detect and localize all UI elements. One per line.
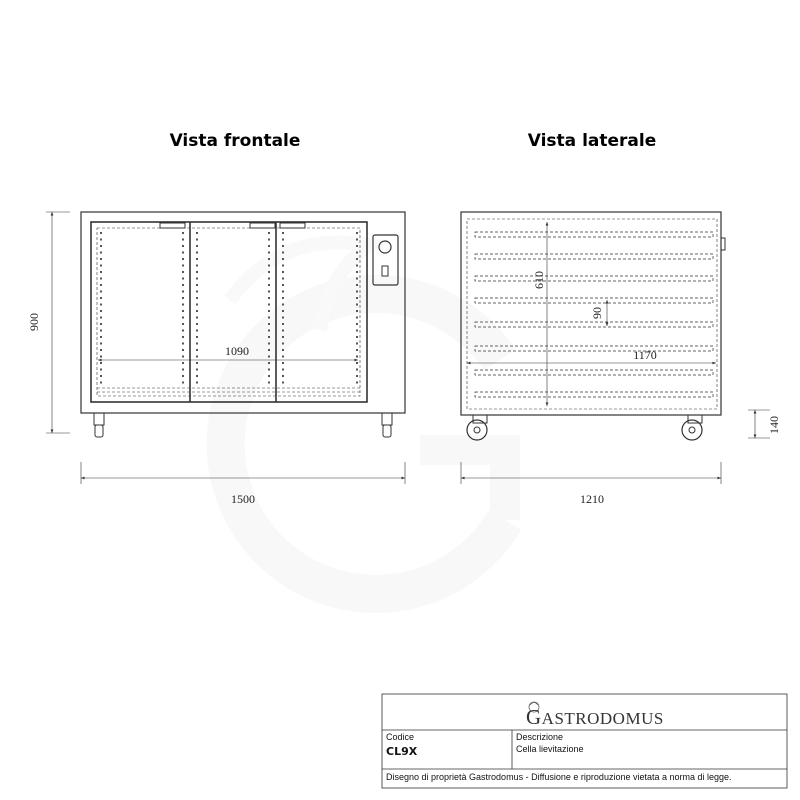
rail-dot bbox=[100, 304, 102, 306]
rail-dot bbox=[182, 310, 184, 312]
side-view-title: Vista laterale bbox=[527, 131, 657, 151]
rail-dot bbox=[100, 291, 102, 293]
rail-dot bbox=[356, 258, 358, 260]
rail-dot bbox=[268, 330, 270, 332]
rail-dot bbox=[356, 291, 358, 293]
rail-dot bbox=[100, 252, 102, 254]
rail-dot bbox=[356, 362, 358, 364]
rail-dot bbox=[268, 310, 270, 312]
shelf-spacing-label: 90 bbox=[590, 307, 604, 319]
rail-dot bbox=[182, 278, 184, 280]
rail-dot bbox=[196, 356, 198, 358]
rail-dot bbox=[282, 258, 284, 260]
rail-dot bbox=[282, 382, 284, 384]
rail-dot bbox=[282, 245, 284, 247]
rail-dot bbox=[268, 258, 270, 260]
rail-dot bbox=[196, 265, 198, 267]
shelf bbox=[475, 298, 713, 303]
rail-dot bbox=[196, 252, 198, 254]
rail-dot bbox=[282, 343, 284, 345]
rail-dot bbox=[282, 278, 284, 280]
rail-dot bbox=[282, 375, 284, 377]
rail-dot bbox=[182, 382, 184, 384]
rail-dot bbox=[196, 330, 198, 332]
rail-dot bbox=[356, 349, 358, 351]
rail-dot bbox=[356, 323, 358, 325]
rail-dot bbox=[196, 304, 198, 306]
rail-dot bbox=[268, 252, 270, 254]
front-width-label: 1500 bbox=[231, 492, 255, 506]
rail-dot bbox=[100, 317, 102, 319]
front-height-label: 900 bbox=[27, 313, 41, 331]
rail-dot bbox=[282, 310, 284, 312]
rail-dot bbox=[356, 304, 358, 306]
rail-dot bbox=[100, 323, 102, 325]
door-handle bbox=[250, 223, 275, 228]
rail-dot bbox=[182, 239, 184, 241]
footer-note: Disegno di proprietà Gastrodomus - Diffusione e riproduzione vietata a norma di legge. bbox=[386, 772, 732, 782]
rail-dot bbox=[282, 349, 284, 351]
rail-dot bbox=[196, 349, 198, 351]
rail-dot bbox=[196, 232, 198, 234]
rail-dot bbox=[282, 252, 284, 254]
door-handle bbox=[160, 223, 185, 228]
rail-dot bbox=[282, 304, 284, 306]
rail-dot bbox=[268, 362, 270, 364]
rail-dot bbox=[182, 362, 184, 364]
brand-name: GASTRODOMUS bbox=[526, 705, 664, 729]
rail-dot bbox=[196, 271, 198, 273]
rail-dot bbox=[100, 265, 102, 267]
rail-dot bbox=[356, 245, 358, 247]
rail-dot bbox=[282, 239, 284, 241]
rail-dot bbox=[100, 278, 102, 280]
rail-dot bbox=[100, 232, 102, 234]
rail-dot bbox=[268, 291, 270, 293]
rail-dot bbox=[282, 232, 284, 234]
rail-dot bbox=[196, 258, 198, 260]
rail-dot bbox=[182, 258, 184, 260]
rail-dot bbox=[268, 336, 270, 338]
rail-dot bbox=[100, 245, 102, 247]
rail-dot bbox=[182, 304, 184, 306]
rail-dot bbox=[356, 336, 358, 338]
front-view-title: Vista frontale bbox=[169, 131, 301, 151]
rail-dot bbox=[282, 297, 284, 299]
side-view bbox=[461, 212, 725, 440]
rail-dot bbox=[100, 362, 102, 364]
rail-dot bbox=[100, 349, 102, 351]
rail-dot bbox=[196, 310, 198, 312]
rail-dot bbox=[268, 245, 270, 247]
rail-dot bbox=[182, 330, 184, 332]
rail-dot bbox=[356, 343, 358, 345]
rail-dot bbox=[356, 375, 358, 377]
rail-dot bbox=[268, 304, 270, 306]
shelf bbox=[475, 322, 713, 327]
rail-dot bbox=[182, 232, 184, 234]
rail-dot bbox=[282, 291, 284, 293]
side-inner-width-label: 1170 bbox=[633, 348, 657, 362]
rail-dot bbox=[182, 349, 184, 351]
rail-dot bbox=[100, 356, 102, 358]
rail-dot bbox=[282, 265, 284, 267]
description-label: Descrizione bbox=[516, 732, 564, 742]
rail-dot bbox=[356, 284, 358, 286]
rail-dot bbox=[356, 239, 358, 241]
watermark-logo bbox=[226, 242, 505, 594]
rail-dot bbox=[182, 297, 184, 299]
rail-dot bbox=[196, 291, 198, 293]
rail-dot bbox=[356, 232, 358, 234]
rail-dot bbox=[196, 323, 198, 325]
rail-dot bbox=[182, 369, 184, 371]
rail-dot bbox=[282, 356, 284, 358]
side-width-label: 1210 bbox=[580, 492, 604, 506]
rail-dot bbox=[100, 375, 102, 377]
rail-dot bbox=[282, 323, 284, 325]
rail-dot bbox=[196, 343, 198, 345]
rail-dot bbox=[268, 375, 270, 377]
rail-dot bbox=[196, 245, 198, 247]
rail-dot bbox=[268, 232, 270, 234]
rail-dot bbox=[268, 239, 270, 241]
shelf bbox=[475, 392, 713, 397]
rail-dot bbox=[100, 310, 102, 312]
shelf bbox=[475, 276, 713, 281]
rail-dot bbox=[282, 362, 284, 364]
rail-dot bbox=[356, 297, 358, 299]
rail-dot bbox=[182, 291, 184, 293]
rail-dot bbox=[100, 258, 102, 260]
rail-dot bbox=[268, 382, 270, 384]
rail-dot bbox=[356, 278, 358, 280]
rail-dot bbox=[268, 284, 270, 286]
rail-dot bbox=[268, 343, 270, 345]
rail-dot bbox=[268, 317, 270, 319]
rail-dot bbox=[356, 310, 358, 312]
rail-dot bbox=[356, 271, 358, 273]
rail-dot bbox=[282, 336, 284, 338]
rail-dot bbox=[268, 271, 270, 273]
rail-dot bbox=[196, 336, 198, 338]
rail-dot bbox=[182, 343, 184, 345]
rail-dot bbox=[196, 317, 198, 319]
rail-dot bbox=[100, 271, 102, 273]
rail-dot bbox=[282, 284, 284, 286]
rail-dot bbox=[196, 284, 198, 286]
rail-dot bbox=[100, 330, 102, 332]
rail-dot bbox=[100, 336, 102, 338]
control-switch bbox=[382, 266, 388, 276]
shelf bbox=[475, 232, 713, 237]
rail-dot bbox=[268, 297, 270, 299]
rail-dot bbox=[196, 369, 198, 371]
rail-dot bbox=[356, 369, 358, 371]
rail-dot bbox=[182, 375, 184, 377]
rail-dot bbox=[182, 323, 184, 325]
rail-dot bbox=[356, 265, 358, 267]
rail-dot bbox=[196, 362, 198, 364]
rail-dot bbox=[282, 369, 284, 371]
rail-dot bbox=[196, 239, 198, 241]
rail-dot bbox=[282, 330, 284, 332]
rail-dot bbox=[356, 356, 358, 358]
rail-dot bbox=[182, 284, 184, 286]
rail-dot bbox=[356, 252, 358, 254]
rail-dot bbox=[100, 369, 102, 371]
rail-dot bbox=[268, 265, 270, 267]
rail-dot bbox=[182, 317, 184, 319]
rail-dot bbox=[282, 317, 284, 319]
rail-dot bbox=[196, 382, 198, 384]
rail-dot bbox=[100, 343, 102, 345]
door-handle bbox=[280, 223, 305, 228]
front-inner-width-label: 1090 bbox=[225, 344, 249, 358]
rail-dot bbox=[268, 369, 270, 371]
wheel-height-label: 140 bbox=[767, 416, 781, 434]
code-value: CL9X bbox=[386, 745, 418, 758]
rail-dot bbox=[182, 252, 184, 254]
rail-dot bbox=[356, 382, 358, 384]
rail-dot bbox=[356, 330, 358, 332]
rail-dot bbox=[268, 323, 270, 325]
rail-dot bbox=[196, 278, 198, 280]
rail-dot bbox=[100, 239, 102, 241]
rail-dot bbox=[196, 375, 198, 377]
code-label: Codice bbox=[386, 732, 415, 742]
rail-dot bbox=[196, 297, 198, 299]
rail-dot bbox=[100, 297, 102, 299]
rail-dot bbox=[182, 245, 184, 247]
rail-dot bbox=[100, 284, 102, 286]
rail-dot bbox=[282, 271, 284, 273]
rail-dot bbox=[100, 382, 102, 384]
rail-dot bbox=[268, 349, 270, 351]
rail-dot bbox=[268, 356, 270, 358]
rail-dot bbox=[182, 356, 184, 358]
side-inner-height-label: 610 bbox=[532, 271, 546, 289]
shelf bbox=[475, 254, 713, 259]
rail-dot bbox=[182, 271, 184, 273]
rail-dot bbox=[356, 317, 358, 319]
shelf bbox=[475, 370, 713, 375]
rail-dot bbox=[182, 265, 184, 267]
rail-dot bbox=[182, 336, 184, 338]
rail-dot bbox=[268, 278, 270, 280]
description-value: Cella lievitazione bbox=[516, 744, 584, 754]
